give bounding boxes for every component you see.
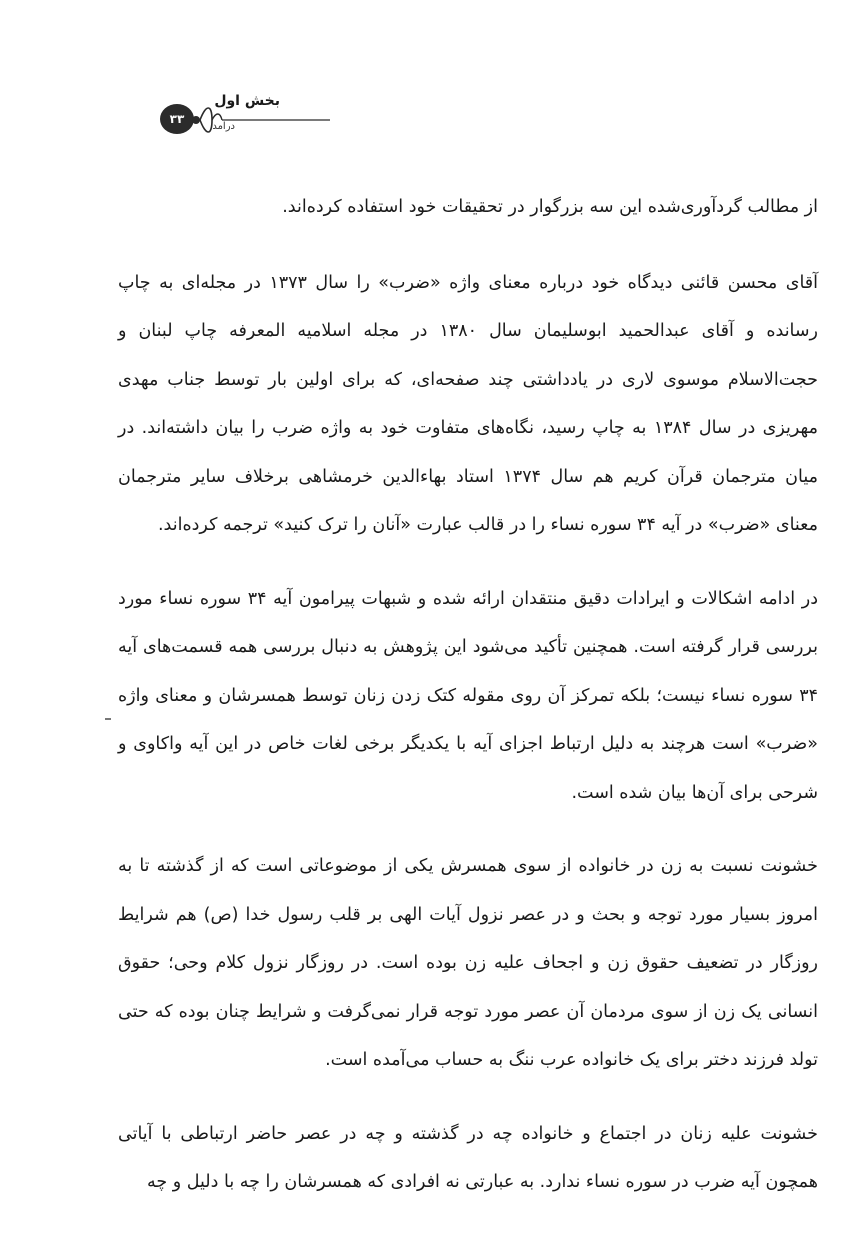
paragraph: آقای محسن قائنی دیدگاه خود درباره معنای واژه «ضرب» را سال ۱۳۷۳ در مجله‌ای به چاپ رسانده و آقای عبدالحمید ابوسلیمان سال ۱۳۸۰ در مجله اسلامیه المعرفه چاپ لبنان و حجت‌الاسلام موسوی لاری در یادداشتی چند صفحه‌ای، که برای اولین بار توسط جناب مهدی مهریزی در سال ۱۳۸۴ به چاپ رسید، نگاه‌های متفاوت خود به واژه ضرب را بیان داشته‌اند. در میان مترجمان قرآن کریم هم سال ۱۳۷۴ استاد بهاءالدین خرمشاهی برخلاف سایر مترجمان معنای «ضرب» در آیه ۳۴ سوره نساء را در قالب عبارت «آنان را ترک کنید» ترجمه کرده‌اند. — [118, 272, 819, 535]
running-header — [150, 88, 330, 148]
body-text — [118, 183, 818, 1232]
page-number: ۳۳ — [160, 104, 194, 134]
section-title: بخش اول — [214, 93, 280, 109]
paragraph: خشونت علیه زنان در اجتماع و خانواده چه در گذشته و چه در عصر حاضر ارتباطی با آیاتی همچون آیه ضرب در سوره نساء ندارد. به عبارتی نه افرادی که همسرشان را چه با دلیل و چه — [118, 1123, 818, 1192]
paragraph: از مطالب گردآوری‌شده این سه بزرگوار در تحقیقات خود استفاده کرده‌اند. — [282, 197, 818, 217]
paragraph: خشونت نسبت به زن در خانواده از سوی همسرش یکی از موضوعاتی است که از گذشته تا به امروز بسیار مورد توجه و بحث و در عصر نزول آیات الهی بر قلب رسول خدا (ص) هم شرایط روزگار در تضعیف حقوق زن و اجحاف علیه زن بوده است. در روزگار نزول کلام وحی؛ حقوق انسانی یک زن از سوی مردمان آن عصر مورد توجه قرار نمی‌گرفت و شرایط چنان بوده که حتی تولد فرزند دختر برای یک خانواده عرب ننگ به حساب می‌آمده است. — [118, 856, 818, 1070]
scan-speck — [105, 718, 111, 720]
paragraph: در ادامه اشکالات و ایرادات دقیق منتقدان ارائه شده و شبهات پیرامون آیه ۳۴ سوره نساء مورد بررسی قرار گرفته است. همچنین تأکید می‌شود این پژوهش به دنبال بررسی همه قسمت‌های آیه ۳۴ سوره نساء نیست؛ بلکه تمرکز آن روی مقوله کتک زدن زنان توسط همسرشان و معنای واژه «ضرب» است هرچند به دلیل ارتباط اجزای آیه با یکدیگر برخی لغات خاص در این آیه واکاوی و شرحی برای آن‌ها بیان شده است. — [118, 588, 818, 803]
section-subtitle: درآمد — [212, 121, 235, 132]
